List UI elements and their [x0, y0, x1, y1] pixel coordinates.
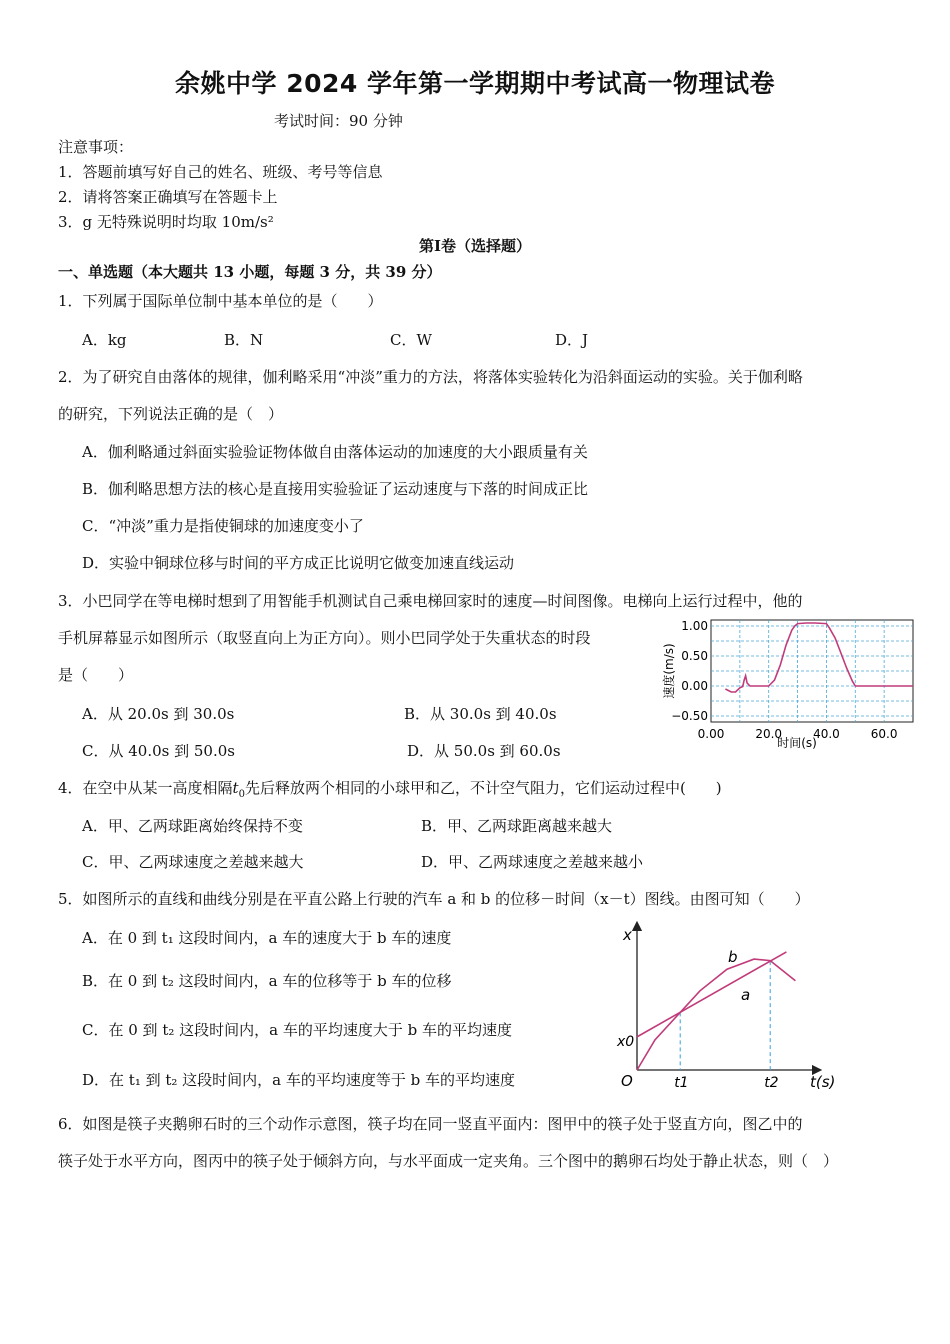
question-5-option-b: B．在 0 到 t₂ 这段时间内，a 车的位移等于 b 车的位移: [82, 972, 452, 990]
question-3-stem-line3: 是（ ）: [58, 666, 134, 684]
question-4-option-a: A．甲、乙两球距离始终保持不变: [82, 817, 303, 835]
question-2-stem-line2: 的研究，下列说法正确的是（ ）: [58, 405, 284, 423]
y-tick-labels: [671, 619, 708, 723]
page-title: 余姚中学 2024 学年第一学期期中考试高一物理试卷: [175, 69, 775, 98]
question-1-option-b: B．N: [224, 331, 264, 349]
question-3-option-c: C．从 40.0s 到 50.0s: [82, 742, 235, 760]
question-2-option-d: D．实验中铜球位移与时间的平方成正比说明它做变加速直线运动: [82, 554, 515, 572]
question-4-stem: 4．在空中从某一高度相隔$t_0$先后释放两个相同的小球甲和乙，不计空气阻力，它们运动过程中( ): [58, 779, 722, 800]
question-4-option-c: C．甲、乙两球速度之差越来越大: [82, 853, 304, 871]
question-3-stem-line2: 手机屏幕显示如图所示（取竖直向上为正方向）。则小巴同学处于失重状态的时段: [58, 629, 591, 647]
notes-heading: 注意事项：: [58, 138, 134, 156]
question-1-option-d: D．J: [555, 331, 589, 349]
y-axis-label: 速度(m/s): [662, 643, 676, 699]
question-2-option-a: A．伽利略通过斜面实验验证物体做自由落体运动的加速度的大小跟质量有关: [82, 443, 588, 461]
origin-label: O: [621, 1072, 633, 1090]
note-item: 2．请将答案正确填写在答题卡上: [58, 188, 278, 206]
x-axis-label-x: x: [623, 926, 632, 944]
t2-label: t2: [764, 1075, 779, 1091]
question-2-stem-line1: 2．为了研究自由落体的规律，伽利略采用“冲淡”重力的方法，将落体实验转化为沿斜面运动的实验。关于伽利略: [58, 368, 803, 386]
x-tick-label: 40.0: [813, 727, 840, 741]
question-4-option-b: B．甲、乙两球距离越来越大: [421, 817, 613, 835]
x0-label: x0: [617, 1034, 635, 1050]
question-5-option-c: C．在 0 到 t₂ 这段时间内，a 车的平均速度大于 b 车的平均速度: [82, 1021, 512, 1039]
position-time-diagram: [605, 918, 845, 1098]
question-1-option-c: C．W: [390, 331, 432, 349]
y-tick-label: 1.00: [681, 619, 708, 633]
y-tick-label: −0.50: [671, 709, 708, 723]
curve-b: [637, 959, 795, 1070]
line-a: [637, 952, 786, 1037]
y-tick-label: 0.50: [681, 649, 708, 663]
question-6-stem-line2: 筷子处于水平方向，图丙中的筷子处于倾斜方向，与水平面成一定夹角。三个图中的鹅卵石均处于静止状态，则（ ）: [58, 1152, 839, 1170]
section-title: 一、单选题（本大题共 13 小题，每题 3 分，共 39 分）: [58, 263, 442, 281]
question-2-option-b: B．伽利略思想方法的核心是直接用实验验证了运动速度与下落的时间成正比: [82, 480, 589, 498]
question-3-option-d: D．从 50.0s 到 60.0s: [407, 742, 561, 760]
question-6-stem-line1: 6．如图是筷子夹鹅卵石时的三个动作示意图，筷子均在同一竖直平面内：图甲中的筷子处于竖直方向，图乙中的: [58, 1115, 803, 1133]
part-title: 第Ⅰ卷（选择题）: [418, 237, 532, 255]
question-3-option-b: B．从 30.0s 到 40.0s: [404, 705, 557, 723]
question-5-option-d: D．在 t₁ 到 t₂ 这段时间内，a 车的平均速度等于 b 车的平均速度: [82, 1071, 516, 1089]
velocity-time-chart: [655, 612, 925, 757]
y-tick-label: 0.00: [681, 679, 708, 693]
question-2-option-c: C．“冲淡”重力是指使铜球的加速度变小了: [82, 517, 364, 535]
question-5-stem: 5．如图所示的直线和曲线分别是在平直公路上行驶的汽车 a 和 b 的位移－时间（x－t）图线。由图可知（ ）: [58, 890, 810, 908]
exam-time: 考试时间：90 分钟: [274, 112, 403, 130]
x-tick-label: 0.00: [697, 727, 725, 741]
t1-label: t1: [674, 1075, 689, 1091]
question-3-stem-line1: 3．小巴同学在等电梯时想到了用智能手机测试自己乘电梯回家时的速度—时间图像。电梯向上运行过程中，他的: [58, 592, 803, 610]
line-a-label: a: [741, 986, 751, 1004]
question-1-stem: 1．下列属于国际单位制中基本单位的是（ ）: [58, 292, 383, 310]
question-5-option-a: A．在 0 到 t₁ 这段时间内，a 车的速度大于 b 车的速度: [82, 929, 452, 947]
t-axis-label: t(s): [810, 1073, 836, 1091]
question-4-option-d: D．甲、乙两球速度之差越来越小: [421, 853, 644, 871]
x-tick-label: 20.0: [755, 727, 783, 741]
x-axis-label: 时间(s): [777, 736, 817, 750]
question-3-option-a: A．从 20.0s 到 30.0s: [82, 705, 235, 723]
note-item: 1．答题前填写好自己的姓名、班级、考号等信息: [58, 163, 383, 181]
question-1-option-a: A．kg: [82, 331, 127, 349]
curve-b-label: b: [728, 948, 738, 966]
note-item: 3．g 无特殊说明时均取 10m/s²: [58, 213, 274, 231]
x-tick-label: 60.0: [870, 727, 898, 741]
